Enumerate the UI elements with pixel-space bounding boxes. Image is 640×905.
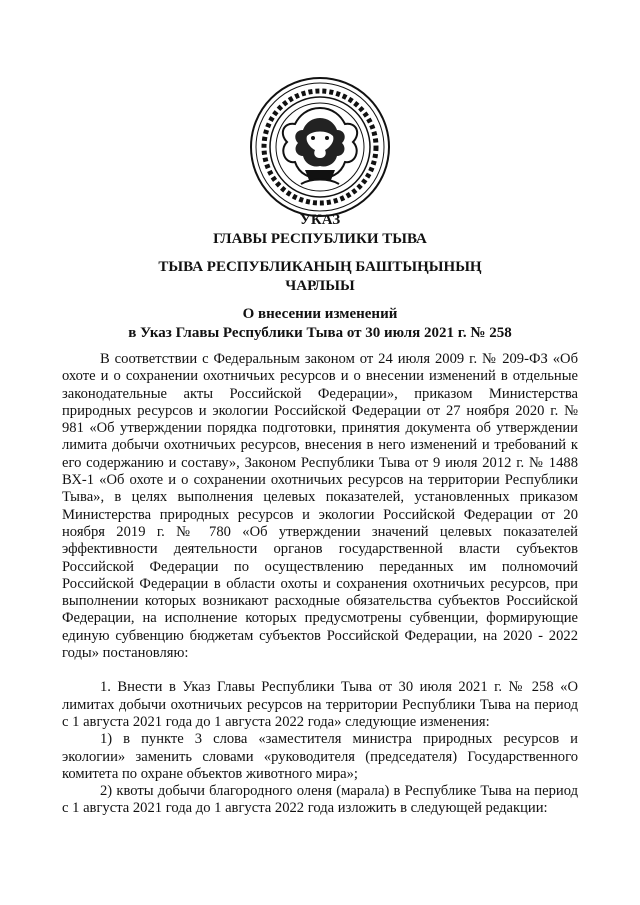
item-1-paragraph: 1. Внести в Указ Главы Республики Тыва от 30 июля 2021 г. № 258 «О лимитах добычи охотничьих ресурсов на территории Республики Тыва на период с 1 августа 2021 года до 1 августа 2022 года» следующие изменения:: [62, 679, 578, 730]
title-line-2: ГЛАВЫ РЕСПУБЛИКИ ТЫВА: [213, 231, 427, 247]
document-body: [62, 351, 578, 818]
subject-line-2: в Указ Главы Республики Тыва от 30 июля 2021 г. № 258: [128, 325, 512, 341]
decree-subject: [0, 305, 640, 343]
decree-title: [0, 211, 640, 249]
item-1-2-paragraph: 2) квоты добычи благородного оленя (марала) в Республике Тыва на период с 1 августа 2021 года до 1 августа 2022 года изложить в следующей редакции:: [62, 783, 578, 817]
emblem-icon: [249, 76, 391, 218]
subject-line-1: О внесении изменений: [242, 306, 398, 322]
tuvan-title-line-1: ТЫВА РЕСПУБЛИКАНЫҢ БАШТЫҢЫНЫҢ: [158, 259, 482, 275]
decree-title-tuvan: [0, 258, 640, 296]
title-line-1: УКАЗ: [299, 212, 341, 228]
preamble-paragraph: В соответствии с Федеральным законом от 24 июля 2009 г. № 209-ФЗ «Об охоте и о сохранении охотничьих ресурсов и о внесении изменений в отдельные законодательные акты Российской Федерации», приказом Министерства природных ресурсов и экологии Российской Федерации от 27 ноября 2020 г. № 981 «Об утверждении порядка подготовки, принятия документа об утверждении лимита добычи охотничьих ресурсов, внесения в него изменений и требований к его содержанию и составу», Законом Республики Тыва от 9 июля 2012 г. № 1488 ВХ-1 «Об охоте и о сохранении охотничьих ресурсов на территории Республики Тыва», в целях выполнения целевых показателей, установленных приказом Министерства природных ресурсов и экологии Российской Федерации от 20 ноября 2019 г. № 780 «Об утверждении значений целевых показателей эффективности деятельности органов государственной власти субъектов Российской Федерации по осуществлению переданных им полномочий Российской Федерации в области охоты и сохранения охотничьих ресурсов, при выполнении которых возникают расходные обязательства субъектов Российской Федерации, на исполнение которых предусмотрены субвенции, формирующие единую субвенцию бюджетам субъектов Российской Федерации, на 2020 - 2022 годы» постановляю:: [62, 351, 578, 662]
item-1-1-paragraph: 1) в пункте 3 слова «заместителя министра природных ресурсов и экологии» заменить словами «руководителя (председателя) Государственного комитета по охране объектов животного мира»;: [62, 731, 578, 782]
tuvan-title-line-2: ЧАРЛЫЫ: [285, 278, 355, 294]
